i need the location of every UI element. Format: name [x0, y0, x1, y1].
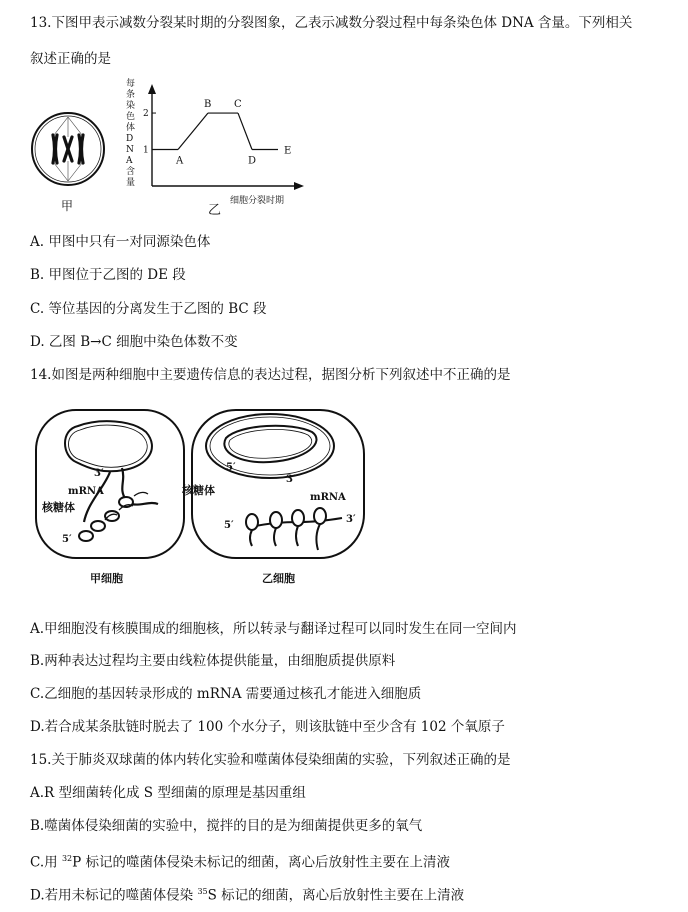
point-label-a: A	[176, 155, 184, 167]
q13-option-d: D. 乙图 B→C 细胞中染色体数不变	[30, 334, 238, 350]
q13-option-b: B. 甲图位于乙图的 DE 段	[30, 267, 186, 283]
point-label-c: C	[234, 99, 242, 111]
isotope-35-superscript: 35	[197, 887, 208, 896]
yi-3prime-top-label: 3′	[286, 474, 296, 485]
q14-figure	[30, 404, 370, 594]
yi-5prime-bottom-label: 5′	[224, 520, 234, 531]
q15-option-c-prefix: C.用	[30, 854, 62, 871]
yi-ribosome-label: 核糖体	[182, 484, 215, 497]
x-axis-label: 细胞分裂时期	[230, 196, 285, 206]
q15-option-d	[30, 883, 464, 905]
q15-option-c-text: P 标记的噬菌体侵染未标记的细菌，离心后放射性主要在上清液	[72, 854, 450, 871]
y-axis-label-char: 量	[126, 178, 136, 188]
jia-mrna-label: mRNA	[68, 486, 104, 497]
cell-yi	[192, 410, 364, 558]
q15-option-a: A.R 型细菌转化成 S 型细菌的原理是基因重组	[30, 785, 306, 801]
y-axis-label-char: 染	[126, 101, 136, 111]
q15-option-d-text: S 标记的细菌，离心后放射性主要在上清液	[207, 887, 465, 904]
chromosomes	[53, 135, 83, 163]
peptide-chains-yi	[250, 524, 320, 550]
q15-option-d-prefix: D.若用未标记的噬菌体侵染	[30, 887, 198, 904]
q13-option-a: A. 甲图中只有一对同源染色体	[30, 234, 211, 250]
y-axis-label-char: D	[126, 134, 134, 144]
yi-5prime-top-label: 5′	[226, 462, 236, 473]
series-segment	[178, 113, 208, 149]
cell-jia-label: 甲细胞	[90, 572, 123, 585]
q13-stem-line1: 13.下图甲表示减数分裂某时期的分裂图象，乙表示减数分裂过程中每条染色体 DNA 含量。下列相关	[30, 15, 633, 31]
q15-option-b: B.噬菌体侵染细菌的实验中，搅拌的目的是为细菌提供更多的氧气	[30, 818, 423, 834]
ribosomes-yi	[246, 508, 326, 530]
yi-mrna-label: mRNA	[310, 492, 346, 503]
q14-option-b: B.两种表达过程均主要由线粒体提供能量，由细胞质提供原料	[30, 653, 396, 669]
q15-option-c	[30, 850, 450, 872]
q13-chart-yi	[120, 76, 320, 216]
y-axis-label-char: 体	[126, 123, 136, 133]
q14-option-d: D.若合成某条肽链时脱去了 100 个水分子，则该肽链中至少含有 102 个氧原子	[30, 719, 505, 735]
fig-yi-label: 乙	[208, 203, 222, 216]
series-segment	[238, 113, 252, 149]
jia-3prime-label: 3′	[94, 468, 104, 479]
point-label-b: B	[204, 99, 212, 111]
isotope-32-superscript: 32	[61, 854, 73, 863]
y-tick-label: 2	[143, 109, 149, 120]
y-axis-label-char: 含	[126, 167, 136, 177]
y-axis-label-char: N	[126, 145, 134, 155]
point-label-d: D	[248, 155, 257, 167]
jia-ribosome-label: 核糖体	[42, 501, 75, 514]
q13-stem-line2: 叙述正确的是	[30, 51, 111, 67]
y-axis-label-char: 每	[126, 79, 136, 89]
cell-jia	[36, 410, 184, 558]
dna-loop-yi	[224, 426, 316, 462]
x-axis-arrow	[294, 182, 304, 190]
q14-stem: 14.如图是两种细胞中主要遗传信息的表达过程，据图分析下列叙述中不正确的是	[30, 367, 511, 383]
fig-jia-label: 甲	[61, 199, 74, 213]
q14-option-c: C.乙细胞的基因转录形成的 mRNA 需要通过核孔才能进入细胞质	[30, 686, 422, 702]
jia-5prime-label: 5′	[62, 534, 72, 545]
point-label-e: E	[284, 145, 292, 157]
y-axis-arrow	[148, 84, 156, 94]
y-axis-label-char: 色	[126, 112, 136, 122]
cell-yi-label: 乙细胞	[262, 572, 295, 585]
y-tick-label: 1	[143, 145, 149, 156]
q14-option-a: A.甲细胞没有核膜围成的细胞核，所以转录与翻译过程可以同时发生在同一空间内	[30, 621, 517, 637]
y-axis-label-char: A	[126, 156, 133, 166]
q15-stem: 15.关于肺炎双球菌的体内转化实验和噬菌体侵染细菌的实验，下列叙述正确的是	[30, 752, 511, 768]
q13-figure-jia	[28, 105, 108, 215]
q13-option-c: C. 等位基因的分离发生于乙图的 BC 段	[30, 301, 267, 317]
y-axis-label-char: 条	[126, 90, 136, 100]
yi-3prime-bottom-label: 3′	[346, 514, 356, 525]
y-axis-label	[125, 77, 135, 188]
dna-loop-jia	[65, 421, 152, 471]
